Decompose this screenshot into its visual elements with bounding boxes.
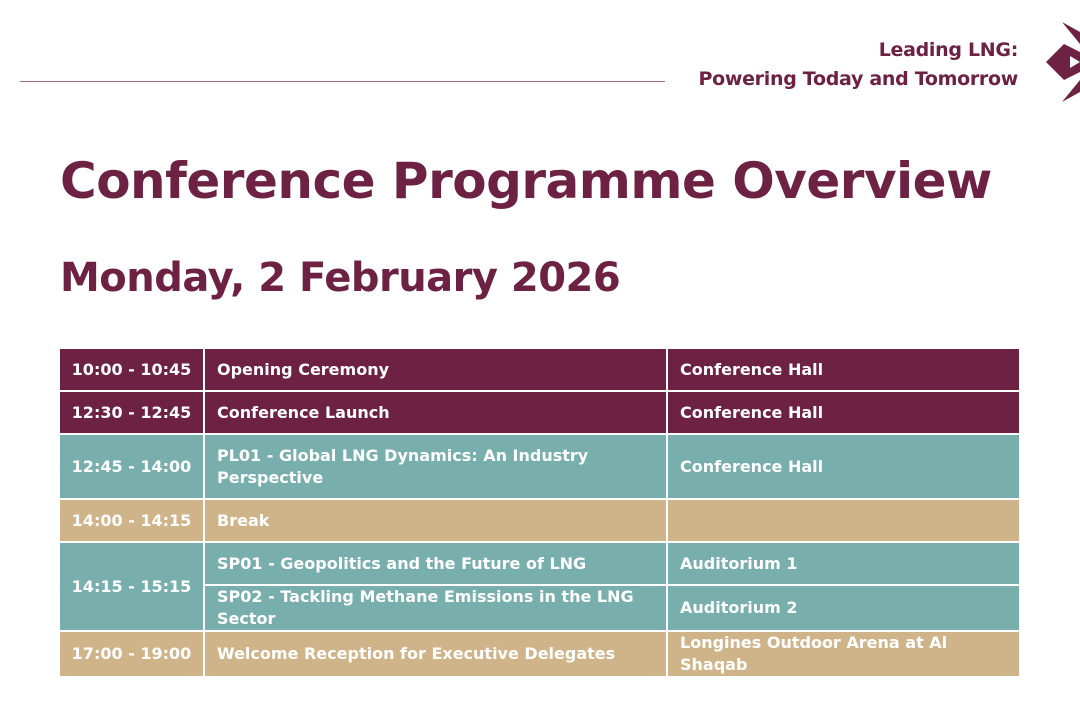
time-cell: 14:00 - 14:15 — [59, 499, 204, 542]
time-cell: 17:00 - 19:00 — [59, 631, 204, 677]
table-row — [59, 585, 1020, 631]
session-cell: PL01 - Global LNG Dynamics: An Industry Perspective — [204, 434, 667, 499]
time-cell: 10:00 - 10:45 — [59, 348, 204, 391]
venue-cell: Conference Hall — [667, 434, 1020, 499]
tagline — [698, 36, 1018, 94]
session-cell: Break — [204, 499, 667, 542]
table-row — [59, 542, 1020, 585]
session-cell: Opening Ceremony — [204, 348, 667, 391]
venue-cell: Auditorium 1 — [667, 542, 1020, 585]
venue-cell: Longines Outdoor Arena at Al Shaqab — [667, 631, 1020, 677]
programme-table — [58, 347, 1021, 678]
session-cell: Conference Launch — [204, 391, 667, 434]
time-cell: 12:45 - 14:00 — [59, 434, 204, 499]
venue-cell: Conference Hall — [667, 348, 1020, 391]
time-cell: 14:15 - 15:15 — [59, 542, 204, 631]
star-pattern-icon — [1044, 22, 1080, 102]
page-title: Conference Programme Overview — [60, 152, 992, 210]
venue-cell — [667, 499, 1020, 542]
header-rule — [20, 81, 665, 82]
venue-cell: Conference Hall — [667, 391, 1020, 434]
table-row — [59, 434, 1020, 499]
table-row — [59, 499, 1020, 542]
table-row — [59, 631, 1020, 677]
time-cell: 12:30 - 12:45 — [59, 391, 204, 434]
table-row — [59, 348, 1020, 391]
session-cell: SP01 - Geopolitics and the Future of LNG — [204, 542, 667, 585]
tagline-line-1: Leading LNG: — [878, 39, 1018, 61]
session-cell: SP02 - Tackling Methane Emissions in the LNG Sector — [204, 585, 667, 631]
session-cell: Welcome Reception for Executive Delegates — [204, 631, 667, 677]
table-row — [59, 391, 1020, 434]
tagline-line-2: Powering Today and Tomorrow — [698, 68, 1018, 90]
venue-cell: Auditorium 2 — [667, 585, 1020, 631]
day-heading: Monday, 2 February 2026 — [60, 255, 621, 301]
